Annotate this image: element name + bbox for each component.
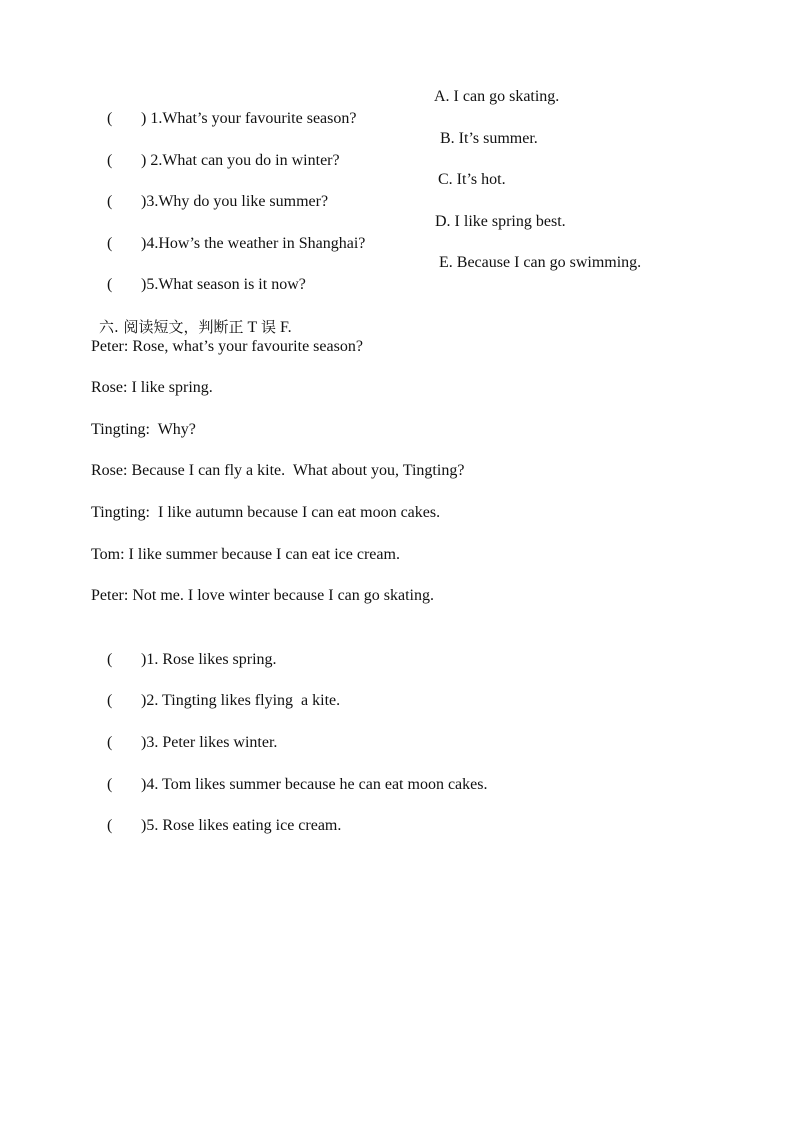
dialogue-line: Rose: I like spring. bbox=[91, 379, 213, 396]
matching-option-c: C. It’s hot. bbox=[438, 171, 506, 188]
matching-question-4 bbox=[91, 211, 366, 252]
judgement-item-2 bbox=[91, 668, 341, 709]
judgement-text: )5. Rose likes eating ice cream. bbox=[141, 817, 342, 834]
answer-blank[interactable]: ( bbox=[107, 692, 113, 709]
judgement-item-3 bbox=[91, 710, 278, 751]
judgement-text: )1. Rose likes spring. bbox=[141, 651, 277, 668]
question-text: )4.How’s the weather in Shanghai? bbox=[141, 235, 366, 252]
judgement-text: )4. Tom likes summer because he can eat moon cakes. bbox=[141, 776, 488, 793]
judgement-text: )3. Peter likes winter. bbox=[141, 734, 278, 751]
question-text: ) 1.What’s your favourite season? bbox=[141, 110, 357, 127]
section-heading bbox=[91, 294, 292, 336]
matching-question-5 bbox=[91, 252, 306, 293]
judgement-item-5 bbox=[91, 793, 342, 834]
dialogue-line: Rose: Because I can fly a kite. What about you, Tingting? bbox=[91, 462, 465, 479]
answer-blank[interactable]: ( bbox=[107, 152, 113, 169]
section-heading-f: F. bbox=[280, 319, 292, 336]
answer-blank[interactable]: ( bbox=[107, 734, 113, 751]
dialogue-line: Tom: I like summer because I can eat ice cream. bbox=[91, 546, 400, 563]
answer-blank[interactable]: ( bbox=[107, 276, 113, 293]
matching-question-3 bbox=[91, 169, 329, 210]
question-text: ) 2.What can you do in winter? bbox=[141, 152, 340, 169]
judgement-item-1 bbox=[91, 627, 277, 668]
answer-blank[interactable]: ( bbox=[107, 193, 113, 210]
dialogue-line: Tingting: I like autumn because I can eat moon cakes. bbox=[91, 504, 441, 521]
matching-option-e: E. Because I can go swimming. bbox=[439, 254, 642, 271]
dialogue-line: Peter: Rose, what’s your favourite season? bbox=[91, 338, 363, 355]
judgement-item-4 bbox=[91, 752, 488, 793]
matching-question-1 bbox=[91, 86, 357, 127]
matching-option-d: D. I like spring best. bbox=[435, 213, 566, 230]
matching-option-b: B. It’s summer. bbox=[440, 130, 538, 147]
answer-blank[interactable]: ( bbox=[107, 651, 113, 668]
question-text: )5.What season is it now? bbox=[141, 276, 306, 293]
answer-blank[interactable]: ( bbox=[107, 235, 113, 252]
answer-blank[interactable]: ( bbox=[107, 776, 113, 793]
matching-option-a: A. I can go skating. bbox=[434, 88, 560, 105]
judgement-text: )2. Tingting likes flying a kite. bbox=[141, 692, 341, 709]
question-text: )3.Why do you like summer? bbox=[141, 193, 329, 210]
section-heading-t: T bbox=[247, 319, 258, 336]
answer-blank[interactable]: ( bbox=[107, 817, 113, 834]
section-heading-cn2: 误 bbox=[261, 318, 277, 336]
matching-question-2 bbox=[91, 128, 340, 169]
section-heading-cn: 六. 阅读短文，判断正 bbox=[99, 318, 244, 336]
dialogue-line: Tingting: Why? bbox=[91, 421, 196, 438]
answer-blank[interactable]: ( bbox=[107, 110, 113, 127]
dialogue-line: Peter: Not me. I love winter because I can go skating. bbox=[91, 587, 434, 604]
